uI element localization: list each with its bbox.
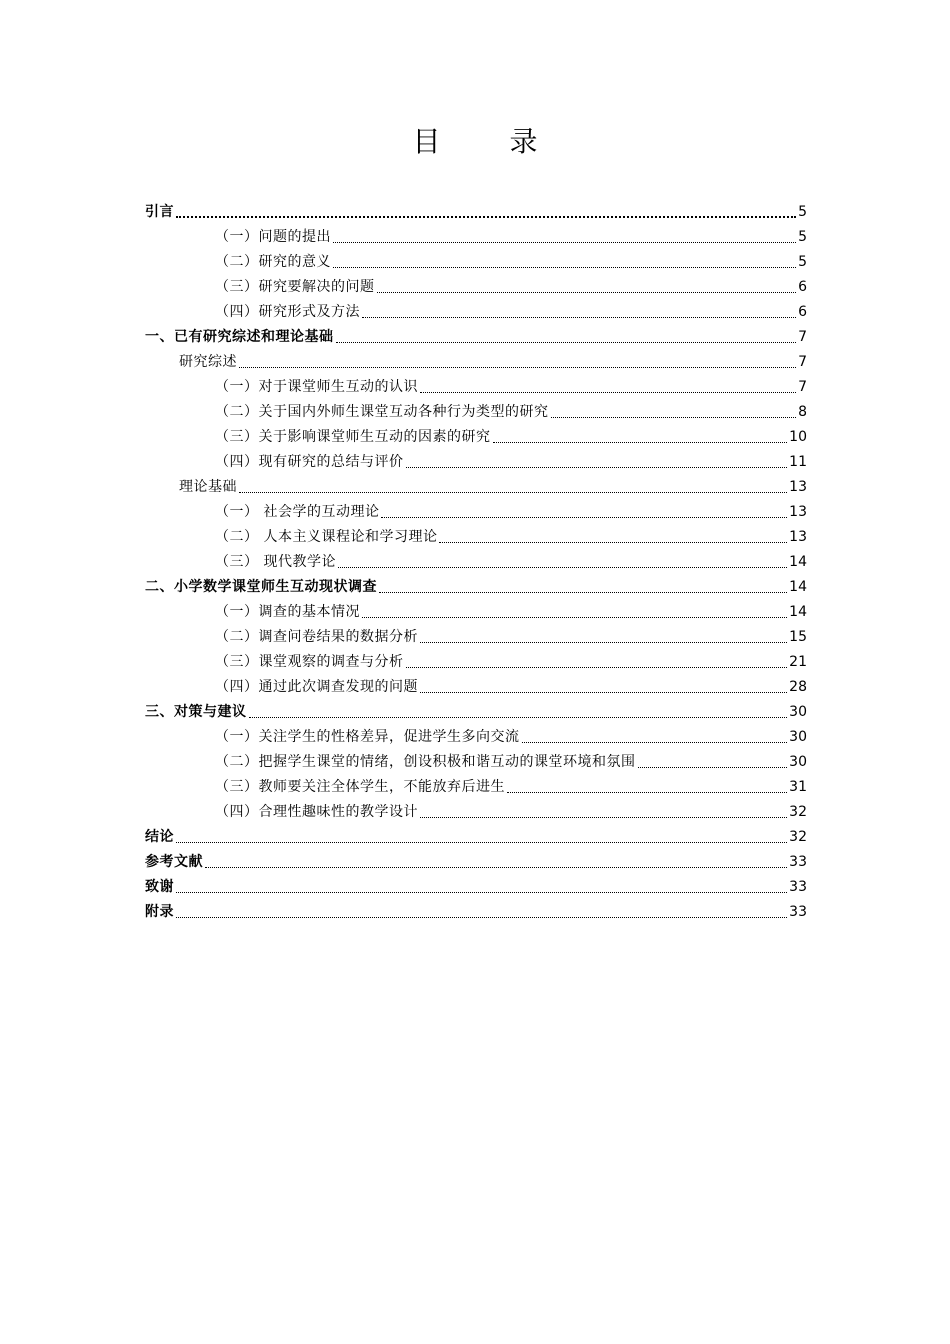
- toc-dot-leader: [176, 840, 787, 843]
- toc-entry[interactable]: [145, 246, 807, 271]
- toc-entry-label: （三）关于影响课堂师生互动的因素的研究: [215, 429, 491, 445]
- toc-entry-label: 一、已有研究综述和理论基础: [145, 329, 334, 345]
- toc-entry[interactable]: [145, 646, 807, 671]
- toc-dot-leader: [176, 915, 787, 918]
- toc-entry-label: 三、对策与建议: [145, 704, 247, 720]
- toc-dot-leader: [338, 565, 787, 568]
- toc-entry[interactable]: [145, 221, 807, 246]
- toc-page-number: 33: [789, 879, 807, 895]
- toc-dot-leader: [176, 214, 796, 218]
- toc-dot-leader: [362, 315, 796, 318]
- toc-entry-label: （一） 社会学的互动理论: [215, 504, 380, 520]
- toc-dot-leader: [420, 690, 787, 693]
- toc-entry-label: （二）把握学生课堂的情绪，创设积极和谐互动的课堂环境和氛围: [215, 754, 636, 770]
- toc-page-number: 5: [798, 254, 807, 270]
- toc-page-number: 33: [789, 904, 807, 920]
- toc-page-number: 14: [789, 554, 807, 570]
- toc-entry[interactable]: [145, 396, 807, 421]
- toc-entry-label: （一）对于课堂师生互动的认识: [215, 379, 418, 395]
- toc-dot-leader: [493, 440, 788, 443]
- toc-page-number: 21: [789, 654, 807, 670]
- toc-dot-leader: [239, 365, 796, 368]
- toc-dot-leader: [406, 465, 788, 468]
- toc-page-number: 30: [789, 729, 807, 745]
- toc-page-number: 28: [789, 679, 807, 695]
- toc-page-number: 32: [789, 804, 807, 820]
- toc-entry-label: （二）关于国内外师生课堂互动各种行为类型的研究: [215, 404, 549, 420]
- toc-entry-label: （一）关注学生的性格差异，促进学生多向交流: [215, 729, 520, 745]
- toc-entry[interactable]: [145, 796, 807, 821]
- toc-entry-label: （二）调查问卷结果的数据分析: [215, 629, 418, 645]
- toc-page-number: 31: [789, 779, 807, 795]
- toc-page-number: 13: [789, 479, 807, 495]
- toc-page-number: 15: [789, 629, 807, 645]
- toc-entry-label: （四）合理性趣味性的教学设计: [215, 804, 418, 820]
- toc-entry-label: 参考文献: [145, 854, 203, 870]
- toc-dot-leader: [333, 240, 796, 243]
- toc-entry-label: （四）研究形式及方法: [215, 304, 360, 320]
- toc-dot-leader: [249, 715, 788, 718]
- toc-entry[interactable]: [145, 696, 807, 721]
- toc-entry-label: 附录: [145, 904, 174, 920]
- toc-entry-label: （四）现有研究的总结与评价: [215, 454, 404, 470]
- toc-page-number: 6: [798, 279, 807, 295]
- toc-page-number: 7: [798, 329, 807, 345]
- toc-dot-leader: [551, 415, 797, 418]
- toc-dot-leader: [362, 615, 787, 618]
- toc-entry-label: （二）研究的意义: [215, 254, 331, 270]
- toc-entry[interactable]: [145, 821, 807, 846]
- toc-entry-label: 结论: [145, 829, 174, 845]
- toc-entry-label: （一）调查的基本情况: [215, 604, 360, 620]
- toc-entry[interactable]: [145, 746, 807, 771]
- toc-entry-label: （三）教师要关注全体学生，不能放弃后进生: [215, 779, 505, 795]
- toc-page-number: 7: [798, 354, 807, 370]
- toc-entry[interactable]: [145, 846, 807, 871]
- toc-entry[interactable]: [145, 546, 807, 571]
- toc-entry[interactable]: [145, 521, 807, 546]
- toc-page-number: 10: [789, 429, 807, 445]
- toc-dot-leader: [420, 815, 787, 818]
- toc-entry-label: （三）课堂观察的调查与分析: [215, 654, 404, 670]
- toc-page-number: 30: [789, 704, 807, 720]
- toc-dot-leader: [507, 790, 787, 793]
- toc-entry-label: 理论基础: [179, 479, 237, 495]
- toc-dot-leader: [381, 515, 787, 518]
- toc-entry[interactable]: [145, 871, 807, 896]
- toc-entry-label: 引言: [145, 204, 174, 220]
- toc-entry-label: （三） 现代教学论: [215, 554, 336, 570]
- toc-entry-label: 致谢: [145, 879, 174, 895]
- toc-dot-leader: [379, 590, 787, 593]
- toc-page-number: 14: [789, 579, 807, 595]
- toc-dot-leader: [176, 890, 787, 893]
- toc-page-number: 14: [789, 604, 807, 620]
- toc-entry-label: （三）研究要解决的问题: [215, 279, 375, 295]
- toc-page-number: 30: [789, 754, 807, 770]
- toc-entry[interactable]: [145, 571, 807, 596]
- toc-entry[interactable]: [145, 446, 807, 471]
- toc-entry[interactable]: [145, 296, 807, 321]
- toc-entry[interactable]: [145, 471, 807, 496]
- toc-entry[interactable]: [145, 321, 807, 346]
- toc-entry-label: 研究综述: [179, 354, 237, 370]
- toc-list: [145, 196, 807, 921]
- toc-page-number: 33: [789, 854, 807, 870]
- toc-entry[interactable]: [145, 896, 807, 921]
- toc-page-number: 8: [798, 404, 807, 420]
- toc-entry[interactable]: [145, 196, 807, 221]
- toc-entry[interactable]: [145, 671, 807, 696]
- toc-dot-leader: [377, 290, 797, 293]
- toc-entry-label: （一）问题的提出: [215, 229, 331, 245]
- toc-dot-leader: [239, 490, 787, 493]
- toc-entry[interactable]: [145, 621, 807, 646]
- toc-dot-leader: [638, 765, 788, 768]
- toc-dot-leader: [333, 265, 796, 268]
- toc-dot-leader: [420, 390, 796, 393]
- toc-entry[interactable]: [145, 771, 807, 796]
- toc-page-number: 5: [798, 204, 807, 220]
- toc-entry[interactable]: [145, 596, 807, 621]
- toc-entry-label: （四）通过此次调查发现的问题: [215, 679, 418, 695]
- toc-dot-leader: [439, 540, 787, 543]
- toc-page-number: 5: [798, 229, 807, 245]
- toc-page-number: 6: [798, 304, 807, 320]
- toc-entry[interactable]: [145, 496, 807, 521]
- toc-title: 目 录: [412, 125, 568, 158]
- toc-dot-leader: [420, 640, 787, 643]
- toc-entry-label: 二、小学数学课堂师生互动现状调查: [145, 579, 377, 595]
- toc-dot-leader: [406, 665, 788, 668]
- toc-entry[interactable]: [145, 346, 807, 371]
- toc-dot-leader: [522, 740, 788, 743]
- toc-entry[interactable]: [145, 721, 807, 746]
- toc-entry[interactable]: [145, 371, 807, 396]
- toc-page-number: 11: [789, 454, 807, 470]
- toc-page-number: 32: [789, 829, 807, 845]
- toc-entry[interactable]: [145, 271, 807, 296]
- toc-entry-label: （二） 人本主义课程论和学习理论: [215, 529, 438, 545]
- toc-dot-leader: [205, 865, 787, 868]
- toc-entry[interactable]: [145, 421, 807, 446]
- toc-page-number: 13: [789, 504, 807, 520]
- toc-dot-leader: [336, 340, 797, 343]
- toc-page-number: 13: [789, 529, 807, 545]
- toc-page-number: 7: [798, 379, 807, 395]
